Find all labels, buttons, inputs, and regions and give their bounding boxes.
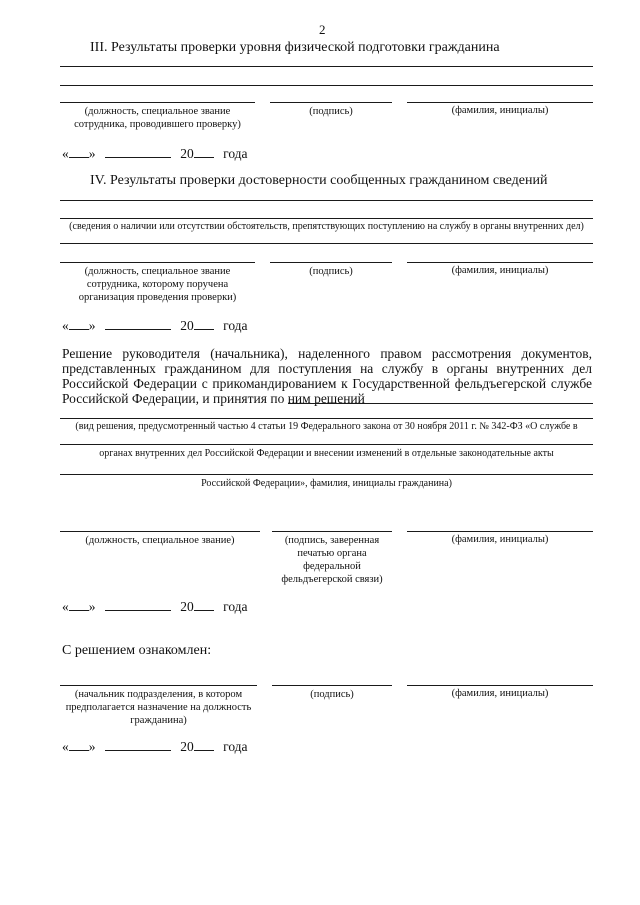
decision-text: Решение руководителя (начальника), наделенного правом рассмотрения документов, представленных гражданином для поступления на службу в органы внутренних дел Российской Федерации с прикомандированием к Государственной фельдъегерской службе Российской Федерации, и принятия по ним решений: [62, 346, 592, 406]
section4-date[interactable]: [62, 317, 248, 334]
section3-position-line[interactable]: [60, 102, 255, 103]
section3-signature-caption: (подпись): [309, 106, 353, 117]
date-open-quote: «: [62, 318, 69, 333]
decision-date[interactable]: [62, 598, 248, 615]
section3-heading: III. Результаты проверки уровня физической подготовки гражданина: [90, 40, 500, 55]
section4-position-line[interactable]: [60, 262, 255, 263]
decision-line-3[interactable]: [60, 474, 593, 475]
section4-signature-line[interactable]: [270, 262, 392, 263]
section3-name-line[interactable]: [407, 102, 593, 103]
acquainted-heading: С решением ознакомлен:: [62, 643, 212, 658]
acquainted-date[interactable]: [62, 738, 248, 755]
section3-position-caption: (должность, специальное звание сотрудника, проводившего проверку): [74, 106, 241, 130]
decision-name-caption: (фамилия, инициалы): [451, 534, 549, 545]
decision-inline-line[interactable]: [288, 403, 593, 404]
date-open-quote: «: [62, 739, 69, 754]
decision-signature-caption: (подпись, заверенная печатью органа федеральной фельдъегерской связи): [281, 535, 383, 585]
acquainted-position-line[interactable]: [60, 685, 257, 686]
section4-line-3[interactable]: [60, 243, 593, 244]
section4-signature-caption: (подпись): [309, 266, 353, 277]
acquainted-signature-line[interactable]: [272, 685, 392, 686]
date-word: года: [223, 146, 248, 161]
decision-position-line[interactable]: [60, 531, 260, 532]
date-close-quote: »: [88, 146, 96, 161]
acquainted-position-caption: (начальник подразделения, в котором предполагается назначение на должность гражданина): [65, 689, 252, 726]
section3-line-1[interactable]: [60, 66, 593, 67]
date-close-quote: »: [88, 739, 96, 754]
decision-caption-line3: Российской Федерации», фамилия, инициалы гражданина): [201, 478, 452, 489]
decision-line-2[interactable]: [60, 444, 593, 445]
acquainted-name-line[interactable]: [407, 685, 593, 686]
date-close-quote: »: [88, 318, 96, 333]
decision-name-line[interactable]: [407, 531, 593, 532]
decision-caption-line1: (вид решения, предусмотренный частью 4 статьи 19 Федерального закона от 30 ноября 2011 г. № 342-ФЗ «О службе в: [75, 421, 578, 432]
section4-info-caption: (сведения о наличии или отсутствии обстоятельств, препятствующих поступлению на службу в органы внутренних дел): [69, 221, 584, 232]
acquainted-name-caption: (фамилия, инициалы): [451, 688, 549, 699]
date-word: года: [223, 318, 248, 333]
date-century: 20: [180, 146, 194, 161]
acquainted-signature-caption: (подпись): [310, 689, 354, 700]
decision-line-1[interactable]: [60, 418, 593, 419]
date-century: 20: [180, 318, 194, 333]
section4-heading: IV. Результаты проверки достоверности сообщенных гражданином сведений: [90, 173, 548, 188]
date-close-quote: »: [88, 599, 96, 614]
decision-position-caption: (должность, специальное звание): [85, 535, 235, 546]
date-word: года: [223, 599, 248, 614]
section4-line-1[interactable]: [60, 200, 593, 201]
section4-info-line[interactable]: [60, 218, 593, 219]
date-open-quote: «: [62, 146, 69, 161]
decision-signature-line[interactable]: [272, 531, 392, 532]
section4-position-caption: (должность, специальное звание сотрудника, которому поручена организация проведения проверки): [78, 266, 237, 303]
date-century: 20: [180, 599, 194, 614]
date-word: года: [223, 739, 248, 754]
date-century: 20: [180, 739, 194, 754]
date-open-quote: «: [62, 599, 69, 614]
decision-caption-line2: органах внутренних дел Российской Федерации и внесении изменений в отдельные законодательные акты: [99, 448, 554, 459]
section4-name-caption: (фамилия, инициалы): [451, 265, 549, 276]
section3-date[interactable]: [62, 145, 248, 162]
section3-line-2[interactable]: [60, 85, 593, 86]
section4-name-line[interactable]: [407, 262, 593, 263]
section3-name-caption: (фамилия, инициалы): [451, 105, 549, 116]
section3-signature-line[interactable]: [270, 102, 392, 103]
page-number: 2: [319, 22, 326, 37]
